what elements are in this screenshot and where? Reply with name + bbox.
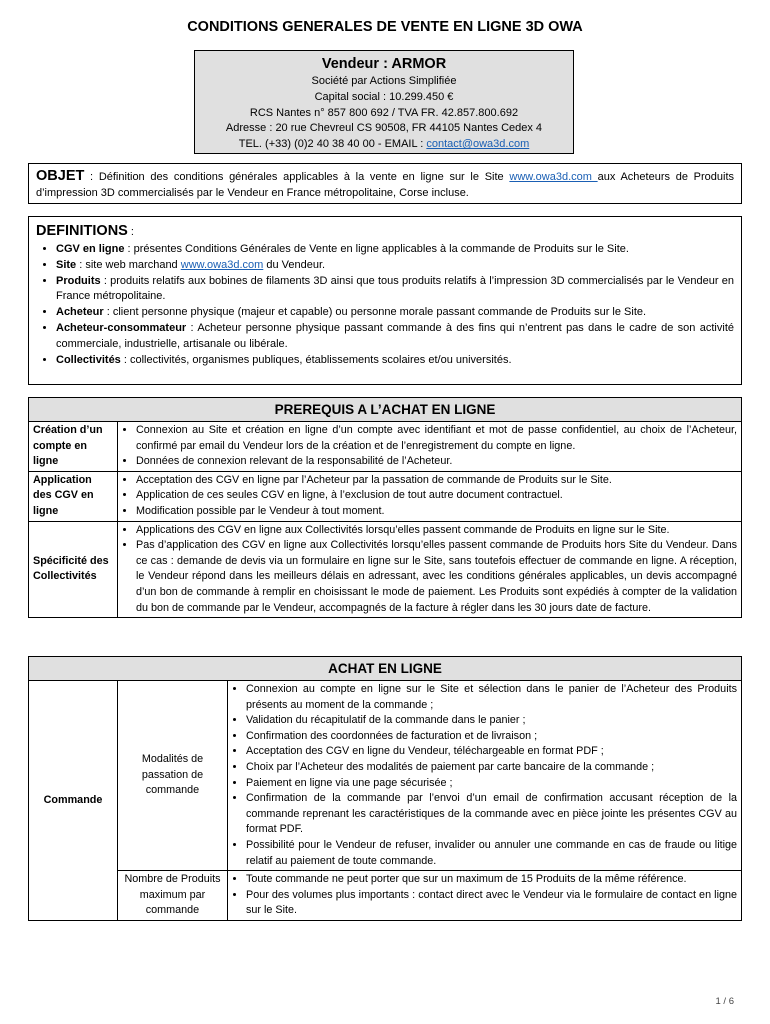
row-label: Application des CGV en ligne [29, 471, 118, 521]
definition-item [56, 274, 734, 306]
list-item: • Possibilité pour le Vendeur de refuser, invalider ou annuler une commande en cas de fraude ou litige relatif au paiement de toute commande. [246, 838, 737, 869]
definition-term: Site [56, 258, 77, 271]
list-item: • Pour des volumes plus importants : contact direct avec le Vendeur via le formulaire de contact en ligne sur le Site. [246, 888, 737, 919]
objet-section [28, 163, 742, 204]
objet-text-end: aux Acheteurs de Produits d’impression 3D commercialisés par le Vendeur en France métropolitaine, Corse incluse. [36, 171, 734, 199]
definition-term: Produits [56, 274, 101, 287]
list-item: • Connexion au Site et création en ligne d’un compte avec identifiant et mot de passe confidentiel, au choix de l’Acheteur, confirmé par email du Vendeur lors de la création et de l’enregistrement du compte en ligne. [136, 423, 737, 454]
list-item: • Acceptation des CGV en ligne par l’Acheteur par la passation de commande de Produits sur le Site. [136, 473, 737, 489]
definition-text-end: du Vendeur. [263, 258, 326, 271]
definition-item [56, 305, 734, 321]
definition-text: : client personne physique (majeur et capable) ou personne morale passant commande de Produits sur le Site. [103, 306, 647, 319]
list-item: • Application de ces seules CGV en ligne, à l’exclusion de tout autre document contractuel. [136, 488, 737, 504]
definition-text: : produits relatifs aux bobines de filaments 3D ainsi que tous produits relatifs à l’impression 3D commercialisés par le Vendeur en France métropolitaine. [56, 274, 734, 303]
row-label: Création d’un compte en ligne [29, 422, 118, 472]
objet-text: : Définition des conditions générales applicables à la vente en ligne sur le Site [84, 171, 510, 183]
table-row [29, 422, 742, 472]
list-item: • Validation du récapitulatif de la commande dans le panier ; [246, 713, 737, 729]
list-item: • Applications des CGV en ligne aux Collectivités lorsqu’elles passent commande de Produits en ligne sur le Site. [136, 523, 737, 539]
list-item: • Connexion au compte en ligne sur le Site et sélection dans le panier de l’Acheteur des Produits présents au moment de la commande ; [246, 682, 737, 713]
definition-text: : Acheteur personne physique passant commande à des fins qui n’entrent pas dans le cadre de son activité commerciale, industrielle, artisanale ou libérale. [56, 321, 734, 350]
vendor-rcs: RCS Nantes n° 857 800 692 / TVA FR. 42.857.800.692 [249, 106, 519, 119]
vendor-legal-form: Société par Actions Simplifiée [311, 75, 457, 87]
vendor-contact [195, 137, 573, 153]
definition-item [56, 258, 734, 274]
list-item: • Choix par l’Acheteur des modalités de paiement par carte bancaire de la commande ; [246, 760, 737, 776]
definition-text: : site web marchand [76, 258, 181, 271]
vendor-capital: Capital social : 10.299.450 € [314, 90, 454, 103]
vendor-phone: TEL. (+33) (0)2 40 38 40 00 - EMAIL : [238, 138, 427, 151]
definition-item [56, 353, 734, 369]
list-item: • Modification possible par le Vendeur à tout moment. [136, 504, 737, 520]
list-item: • Acceptation des CGV en ligne du Vendeur, téléchargeable en format PDF ; [246, 744, 737, 760]
definition-item [56, 321, 734, 353]
definition-term: Collectivités [56, 353, 121, 366]
list-item: • Données de connexion relevant de la responsabilité de l’Acheteur. [136, 454, 737, 470]
definitions-heading-row [36, 220, 734, 242]
table-row [29, 471, 742, 521]
definition-item [56, 242, 734, 258]
row-content [118, 471, 742, 521]
definitions-section [28, 216, 742, 385]
definition-term: Acheteur [56, 306, 104, 319]
list-item: • Confirmation de la commande par l’envoi d’un email de confirmation accusant réception de la commande reprenant les caractéristiques de la commande avec en pièce jointe les présentes CGV au format PDF. [246, 791, 737, 838]
row-label: Spécificité des Collectivités [29, 521, 118, 618]
document-title: CONDITIONS GENERALES DE VENTE EN LIGNE 3D OWA [187, 19, 583, 35]
list-item: • Pas d’application des CGV en ligne aux Collectivités lorsqu’elles passent commande de Produits hors Site du Vendeur. Dans ce cas : demande de devis via un formulaire en ligne sur le Site, sans toutefois effectuer de commande en ligne. A réception, le Vendeur répond dans les meilleurs délais en adressant, avec les conditions générales applicables, un devis accompagné d’un bon de commande à remplir en choisissant le mode de paiement. Les Produits sont expédiés à compter de la validation du bon de commande par le Vendeur, accompagnés de la facture à régler dans les 30 jours date de facture. [136, 538, 737, 616]
row-content [228, 871, 742, 921]
objet-heading: OBJET [36, 168, 85, 184]
definition-text: : collectivités, organismes publiques, établissements scolaires et/ou universités. [120, 353, 512, 366]
page-number: 1 / 6 [715, 996, 734, 1007]
table-row [29, 681, 742, 871]
definitions-heading: DEFINITIONS [36, 223, 128, 239]
definition-term: Acheteur-consommateur [56, 321, 187, 334]
achat-table [28, 656, 742, 921]
vendor-email-link[interactable]: contact@owa3d.com [426, 138, 530, 151]
achat-heading: ACHAT EN LIGNE [29, 657, 742, 681]
definitions-heading-colon: : [127, 226, 134, 238]
prerequis-heading: PREREQUIS A L’ACHAT EN LIGNE [29, 398, 742, 422]
row-content [118, 521, 742, 618]
row-content [228, 681, 742, 871]
definitions-list [36, 242, 734, 368]
definition-text: : présentes Conditions Générales de Vente en ligne applicables à la commande de Produits sur le Site. [124, 243, 629, 255]
prerequis-table [28, 397, 742, 618]
definition-term: CGV en ligne [56, 243, 125, 255]
list-item: • Paiement en ligne via une page sécurisée ; [246, 776, 737, 792]
table-row [29, 521, 742, 618]
table-row [29, 871, 742, 921]
row-content [118, 422, 742, 472]
list-item: • Toute commande ne peut porter que sur un maximum de 15 Produits de la même référence. [246, 872, 737, 888]
list-item: • Confirmation des coordonnées de facturation et de livraison ; [246, 729, 737, 745]
row-label: Nombre de Produits maximum par commande [118, 871, 228, 921]
vendor-info-box [194, 50, 574, 154]
site-link[interactable]: www.owa3d.com [509, 171, 598, 183]
site-link[interactable]: www.owa3d.com [180, 258, 264, 271]
group-label: Commande [29, 681, 118, 921]
vendor-address: Adresse : 20 rue Chevreul CS 90508, FR 44105 Nantes Cedex 4 [225, 122, 543, 135]
row-label: Modalités de passation de commande [118, 681, 228, 871]
vendor-name: Vendeur : ARMOR [321, 56, 447, 72]
